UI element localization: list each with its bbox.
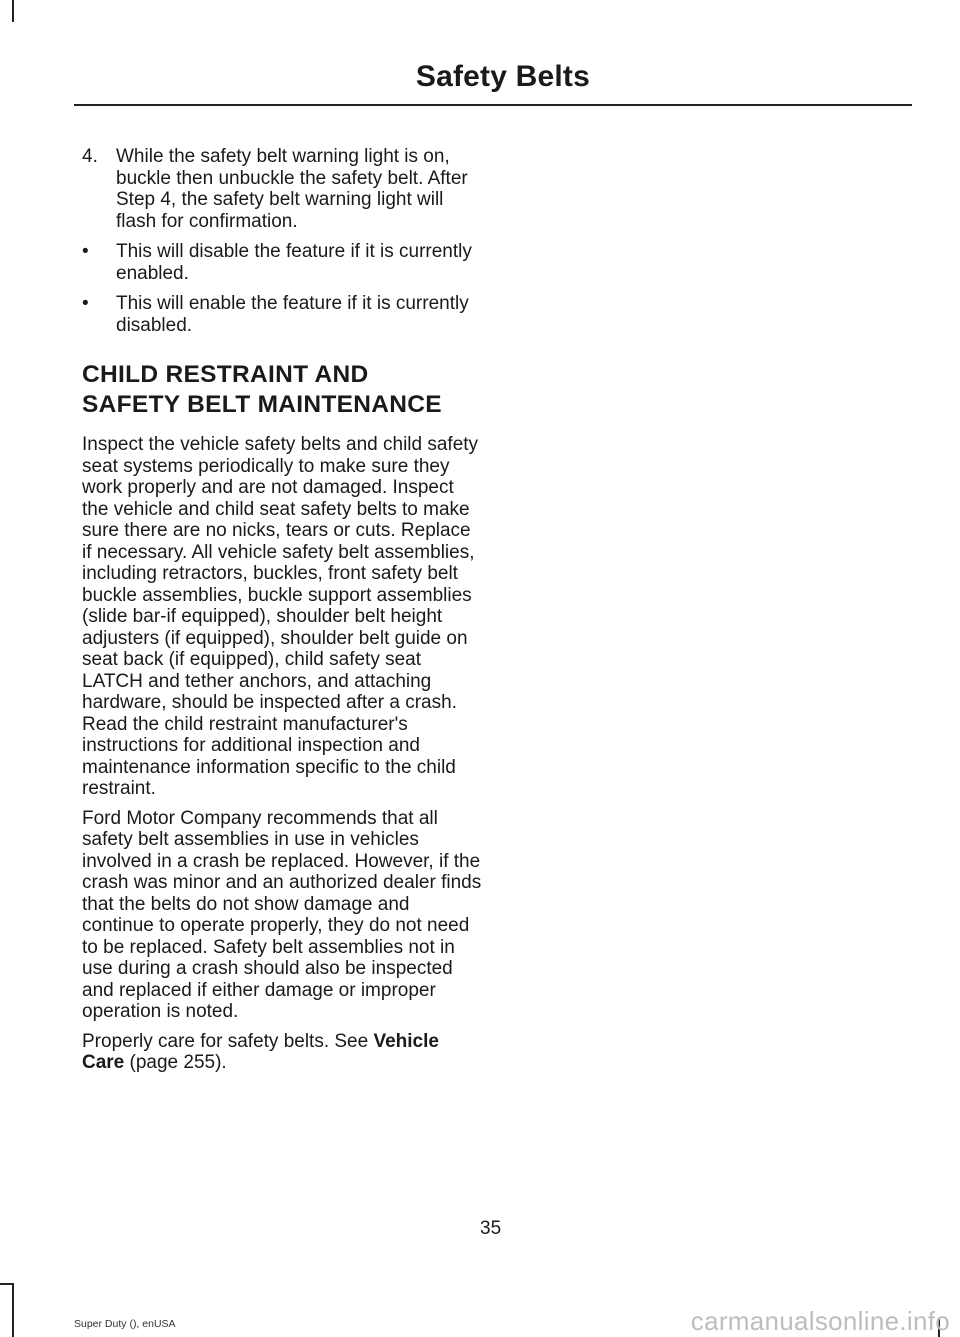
numbered-step: [82, 146, 482, 232]
header-divider: [74, 104, 912, 106]
paragraph-care: [82, 1031, 482, 1074]
watermark: carmanualsonline.info: [690, 1306, 950, 1336]
bullet-icon: •: [82, 293, 89, 314]
page-title: Safety Belts: [415, 60, 590, 93]
bullet-text: This will enable the feature if it is currently disabled.: [116, 293, 469, 336]
care-text-prefix: Properly care for safety belts. See: [82, 1030, 374, 1052]
crop-mark-bottom-left: [12, 1283, 14, 1337]
step-number: 4.: [82, 146, 98, 167]
page-number: 35: [480, 1218, 502, 1239]
bullet-text: This will disable the feature if it is currently enabled.: [116, 241, 472, 284]
section-heading: [82, 360, 482, 420]
vehicle-care-link[interactable]: Vehicle Care: [82, 1030, 439, 1073]
section-heading-line2: SAFETY BELT MAINTENANCE: [82, 391, 442, 418]
section-heading-line1: CHILD RESTRAINT AND: [82, 361, 369, 388]
bullet-item: [82, 241, 482, 284]
step-text: While the safety belt warning light is on, buckle then unbuckle the safety belt. After Step 4, the safety belt warning light will flash for confirmation.: [116, 146, 468, 232]
paragraph-replacement: Ford Motor Company recommends that all safety belt assemblies in use in vehicles involved in a crash be replaced. However, if the crash was minor and an authorized dealer finds that the belts do not show damage and continue to operate properly, they do not need to be replaced. Safety belt assemblies not in use during a crash should also be inspected and replaced if either damage or improper operation is noted.: [82, 807, 482, 1022]
crop-mark-top-left: [12, 0, 14, 22]
bullet-item: [82, 293, 482, 336]
paragraph-inspection: Inspect the vehicle safety belts and child safety seat systems periodically to make sure they work properly and are not damaged. Inspect the vehicle and child seat safety belts to make sure there are no nicks, tears or cuts. Replace if necessary. All vehicle safety belt assemblies, including retractors, buckles, front safety belt buckle assemblies, buckle support assemblies (slide bar-if equipped), shoulder belt height adjusters (if equipped), shoulder belt guide on seat back (if equipped), child safety seat LATCH and tether anchors, and attaching hardware, should be inspected after a crash. Read the child restraint manufacturer's instructions for additional inspection and maintenance information specific to the child restraint.: [82, 434, 479, 799]
main-content: [82, 146, 482, 1082]
crop-mark-bottom-left-h: [0, 1283, 14, 1285]
footer-text: Super Duty (), enUSA: [74, 1318, 176, 1330]
care-text-suffix: (page 255).: [124, 1052, 227, 1073]
bullet-icon: •: [82, 241, 89, 262]
